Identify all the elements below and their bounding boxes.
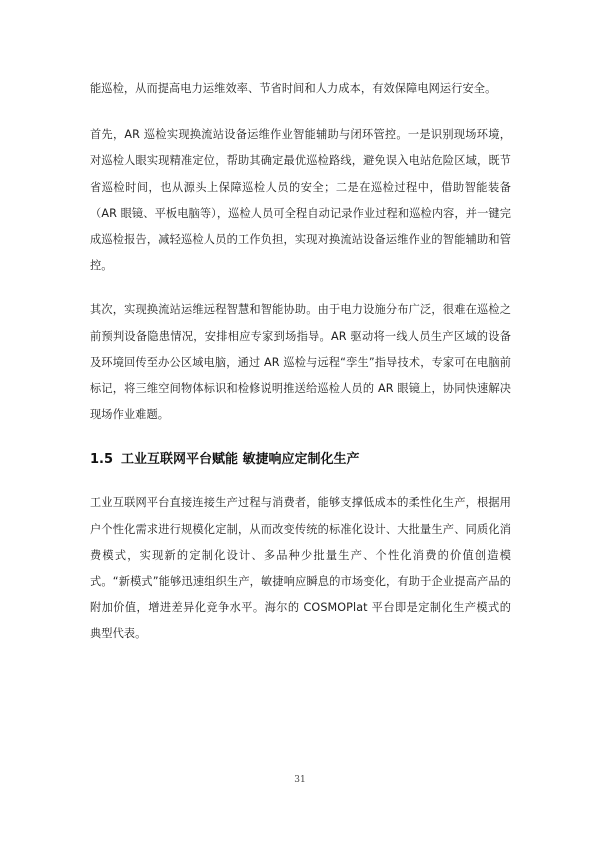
page-number: 31: [294, 775, 306, 785]
page-body: [90, 76, 511, 648]
paragraph-industrial-internet: 工业互联网平台直接连接生产过程与消费者，能够支撑低成本的柔性化生产，根据用户个性化需求进行规模化定制，从而改变传统的标准化设计、大批量生产、同质化消费模式，实现新的定制化设计、多品种少批量生产、个性化消费的价值创造模式。“新模式”能够迅速组织生产，敏捷响应瞬息的市场变化，有助于企业提高产品的附加价值，增进差异化竞争水平。海尔的 COSMOPlat 平台即是定制化生产模式的典型代表。: [90, 496, 511, 641]
section-number: 1.5: [90, 452, 114, 468]
paragraph-continuation: 能巡检，从而提高电力运维效率、节省时间和人力成本，有效保障电网运行安全。: [90, 82, 497, 95]
paragraph-ar-inspection: 首先，AR 巡检实现换流站设备运维作业智能辅助与闭环管控。一是识别现场环境，对巡检人眼实现精准定位，帮助其确定最优巡检路线，避免误入电站危险区域，既节省巡检时间，也从源头上保障巡检人员的安全；二是在巡检过程中，借助智能装备（AR 眼镜、平板电脑等），巡检人员可全程自动记录作业过程和巡检内容，并一键完成巡检报告，减轻巡检人员的工作负担，实现对换流站设备运维作业的智能辅助和管控。: [90, 128, 511, 273]
section-title: 工业互联网平台赋能 敏捷响应定制化生产: [121, 452, 360, 468]
section-heading: [90, 450, 511, 470]
paragraph-remote-assist: 其次，实现换流站运维远程智慧和智能协助。由于电力设施分布广泛，很难在巡检之前预判设备隐患情况，安排相应专家到场指导。AR 驱动将一线人员生产区域的设备及环境回传至办公区域电脑，通过 AR 巡检与远程“孪生”指导技术，专家可在电脑前标记，将三维空间物体标识和检修说明推送给巡检人员的 AR 眼镜上，协同快速解决现场作业难题。: [90, 303, 511, 422]
